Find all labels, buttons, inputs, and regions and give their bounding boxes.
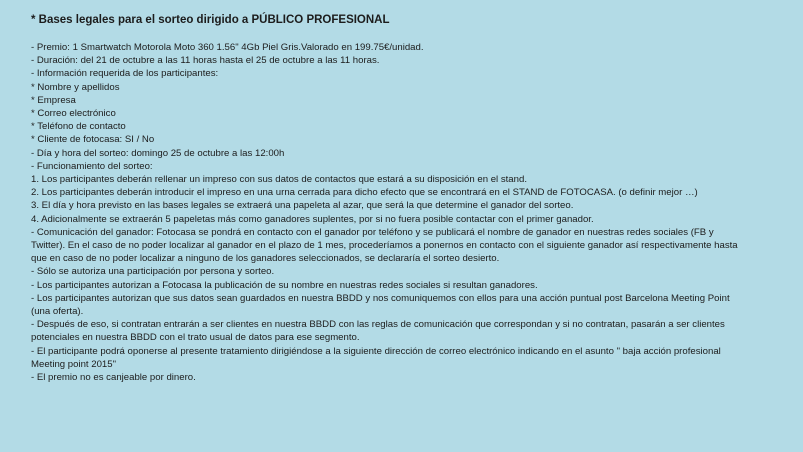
operation-heading: - Funcionamiento del sorteo:: [31, 160, 153, 172]
required-field-email: * Correo electrónico: [31, 108, 116, 120]
duration-line: - Duración: del 21 de octubre a las 11 horas hasta el 25 de octubre a las 11 horas.: [31, 55, 380, 67]
document-title: * Bases legales para el sorteo dirigido a PÚBLICO PROFESIONAL: [31, 14, 390, 26]
publication-consent-line: - Los participantes autorizan a Fotocasa la publicación de su nombre en nuestras redes sociales si resultan ganadores.: [31, 279, 538, 291]
required-field-phone: * Teléfono de contacto: [31, 121, 126, 133]
data-storage-line: (una oferta).: [31, 306, 84, 318]
required-info-heading: - Información requerida de los participantes:: [31, 68, 219, 80]
document-body: [31, 41, 773, 384]
draw-date-line: - Día y hora del sorteo: domingo 25 de octubre a las 12:00h: [31, 147, 285, 159]
winner-communication-line: - Comunicación del ganador: Fotocasa se pondrá en contacto con el ganador por teléfono y se publicará el nombre de ganador en nuestras redes sociales (FB y: [31, 226, 714, 238]
winner-communication-line: que en caso de no poder localizar a ninguno de los ganadores seleccionados, se declararía el sorteo desierto.: [31, 253, 500, 265]
non-exchangeable-line: - El premio no es canjeable por dinero.: [31, 372, 196, 384]
opt-out-line: Meeting point 2015": [31, 358, 117, 370]
opt-out-line: - El participante podrá oponerse al presente tratamiento dirigiéndose a la siguiente dirección de correo electrónico indicando en el asunto " baja acción profesional: [31, 345, 721, 357]
prize-line: - Premio: 1 Smartwatch Motorola Moto 360 1.56" 4Gb Piel Gris.Valorado en 199.75€/unidad.: [31, 42, 424, 53]
client-status-line: potenciales en nuestra BBDD con el trato usual de datos para ese segmento.: [31, 332, 360, 344]
operation-step-2: 2. Los participantes deberán introducir el impreso en una urna cerrada para dicho efecto que se encontrará en el STAND de FOTOCASA. (o definir mejor …): [31, 187, 698, 199]
operation-step-4: 4. Adicionalmente se extraerán 5 papeletas más como ganadores suplentes, por si no fuera posible contactar con el primer ganador.: [31, 213, 594, 225]
required-field-name: * Nombre y apellidos: [31, 81, 120, 93]
winner-communication-line: Twitter). En el caso de no poder localizar al ganador en el plazo de 1 mes, procederíamos a ponernos en contacto con el siguiente ganador así respectivamente hasta: [31, 240, 738, 252]
operation-step-3: 3. El día y hora previsto en las bases legales se extraerá una papeleta al azar, que será la que determine el ganador del sorteo.: [31, 200, 574, 212]
operation-step-1: 1. Los participantes deberán rellenar un impreso con sus datos de contactos que estará a su disposición en el stand.: [31, 174, 527, 186]
required-field-client: * Cliente de fotocasa: SI / No: [31, 134, 155, 146]
data-storage-line: - Los participantes autorizan que sus datos sean guardados en nuestra BBDD y nos comuniquemos con ellos para una acción puntual post Barcelona Meeting Point: [31, 292, 730, 304]
one-entry-line: - Sólo se autoriza una participación por persona y sorteo.: [31, 266, 275, 278]
required-field-company: * Empresa: [31, 94, 76, 106]
client-status-line: - Después de eso, si contratan entrarán a ser clientes en nuestra BBDD con las reglas de comunicación que correspondan y si no contratan, pasarán a ser clientes: [31, 319, 725, 331]
